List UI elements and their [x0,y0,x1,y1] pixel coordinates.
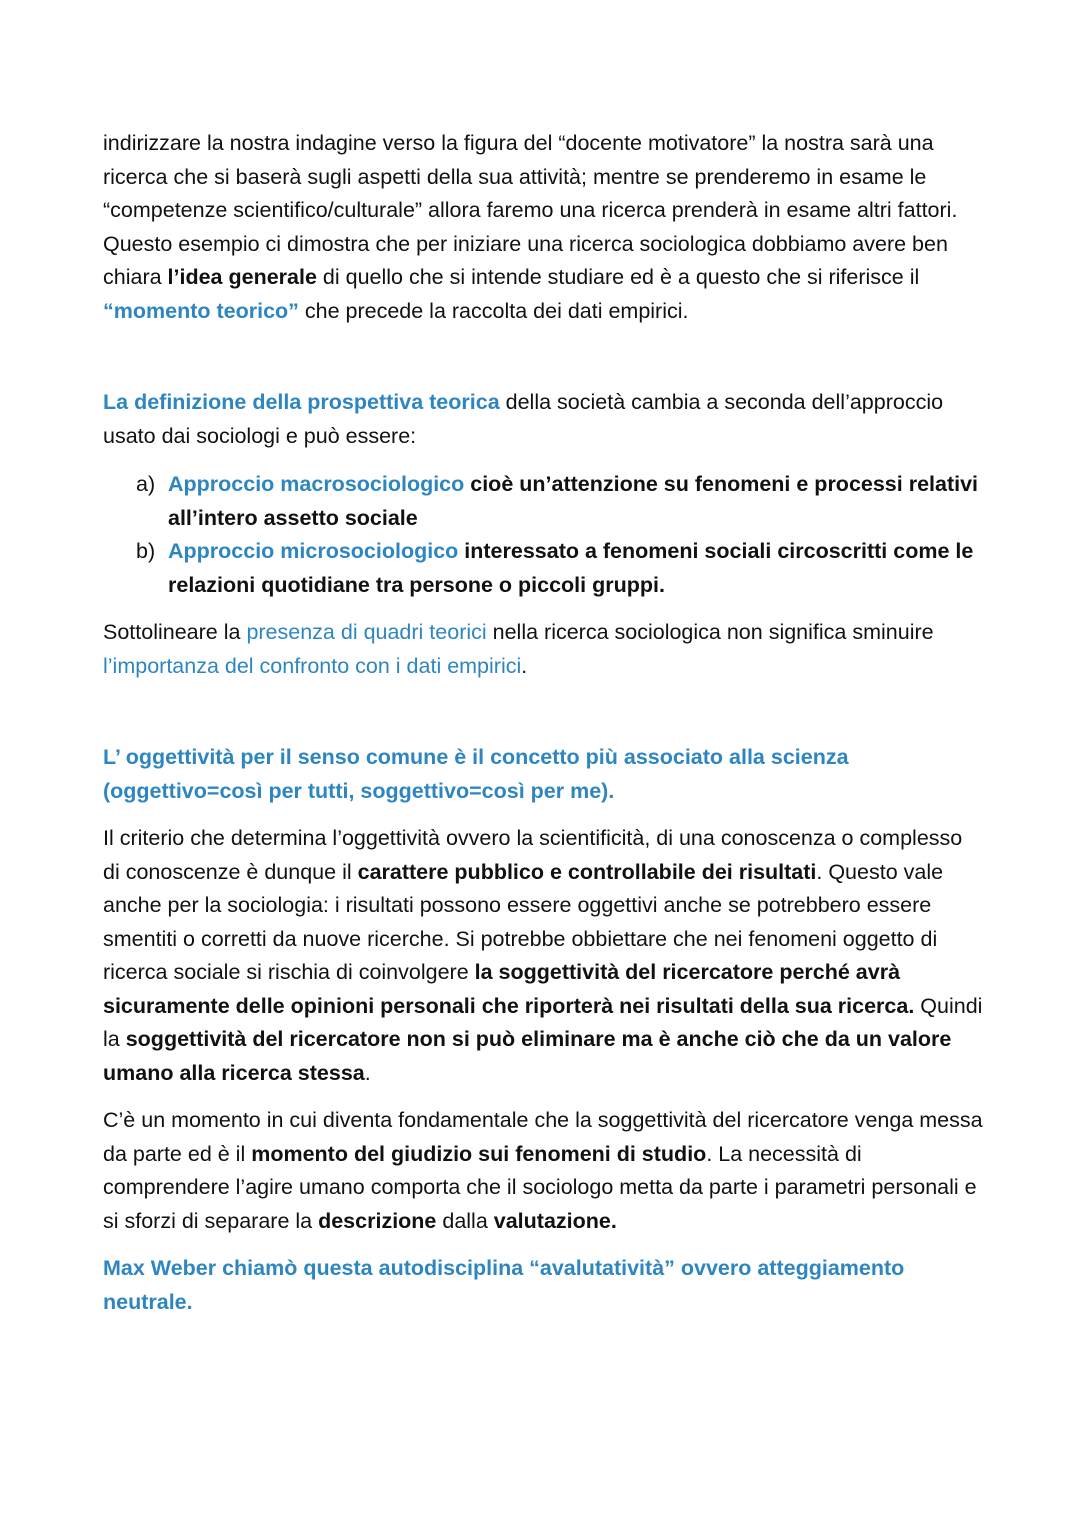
list-item-macrosociologico [103,468,983,535]
text-run: . La necessità di comprendere l’agire umano comporta che il sociologo metta da parte i parametri personali e si sforzi di separare la [103,1141,977,1233]
text-run: Quindi la [103,993,983,1051]
heading-max-weber: Max Weber chiamò questa autodisciplina “avalutatività” ovvero atteggiamento neutrale. [103,1256,905,1314]
text-run: C’è un momento in cui diventa fondamentale che la soggettività del ricercatore venga messa da parte ed è il [103,1108,983,1166]
bold-term-descrizione: descrizione [318,1208,437,1233]
highlight-macrosociologico: Approccio macrosociologico [168,472,465,496]
text-run: . [364,1060,371,1085]
text-run: . Questo vale anche per la sociologia: i risultati possono essere oggettivi anche se potrebbero essere smentiti o corretti da nuove ricerche. Si potrebbe obbiettare che nei fenomeni oggetto di ricerca sociale si rischia di coinvolgere [103,859,944,984]
text-run: indirizzare la nostra indagine verso la figura del “docente motivatore” la nostra sarà una ricerca che si baserà sugli aspetti della sua attività; mentre se prenderemo in esame le “competenze scientifico/culturale” allora faremo una ricerca prenderà in esame altri fattori. Questo esempio ci dimostra che per iniziare una ricerca sociologica dobbiamo avere ben chiara [103,131,958,289]
text-run: . [521,653,528,678]
text-run: Il criterio che determina l’oggettività ovvero la scientificità, di una conoscenza o complesso di conoscenze è dunque il [103,826,963,884]
text-run: Sottolineare la [103,620,247,644]
text-run: della società cambia a seconda dell’approccio usato dai sociologi e può essere: [103,390,944,448]
heading-oggettivita: L’ oggettività per il senso comune è il concetto più associato alla scienza (oggettivo=così per tutti, soggettivo=così per me). [103,745,849,803]
list-item-microsociologico [103,535,983,602]
bold-term-soggettivita: la soggettività del ricercatore perché avrà sicuramente delle opinioni personali che riporterà nei risultati della sua ricerca. [103,960,915,1018]
paragraph-momento-teorico [103,127,983,328]
highlight-quadri-teorici: presenza di quadri teorici [246,620,487,644]
list-marker: a) [136,472,156,496]
document-page [103,127,983,1319]
approach-list [103,468,983,602]
highlight-dati-empirici: l’importanza del confronto con i dati empirici [103,653,522,678]
highlight-prospettiva-teorica: La definizione della prospettiva teorica [103,390,500,414]
paragraph-momento-giudizio [103,1104,983,1238]
bold-text-run: cioè un’attenzione su fenomeni e processi relativi all’intero assetto sociale [168,472,979,530]
highlight-momento-teorico: “momento teorico” [103,298,299,323]
bold-term-valutazione: valutazione. [493,1208,617,1233]
bold-term-momento-giudizio: momento del giudizio sui fenomeni di studio [251,1141,707,1166]
bold-term-valore-umano: soggettività del ricercatore non si può eliminare ma è anche ciò che da un valore umano alla ricerca stessa [103,1027,952,1085]
bold-term-carattere-pubblico: carattere pubblico e controllabile dei risultati [357,859,817,884]
paragraph-quadri-teorici [103,616,983,683]
paragraph-prospettiva-teorica [103,386,983,453]
text-run: di quello che si intende studiare ed è a questo che si riferisce il [316,265,920,289]
bold-text-run: interessato a fenomeni sociali circoscritti come le relazioni quotidiane tra persone o piccoli gruppi. [168,539,974,597]
paragraph-criterio-oggettivita [103,822,983,1090]
text-run: dalla [436,1208,494,1233]
text-run: che precede la raccolta dei dati empirici. [298,298,689,323]
list-marker: b) [136,539,156,563]
text-run: nella ricerca sociologica non significa sminuire [486,620,934,644]
highlight-microsociologico: Approccio microsociologico [168,539,459,563]
bold-term-idea-generale: l’idea generale [167,265,317,289]
